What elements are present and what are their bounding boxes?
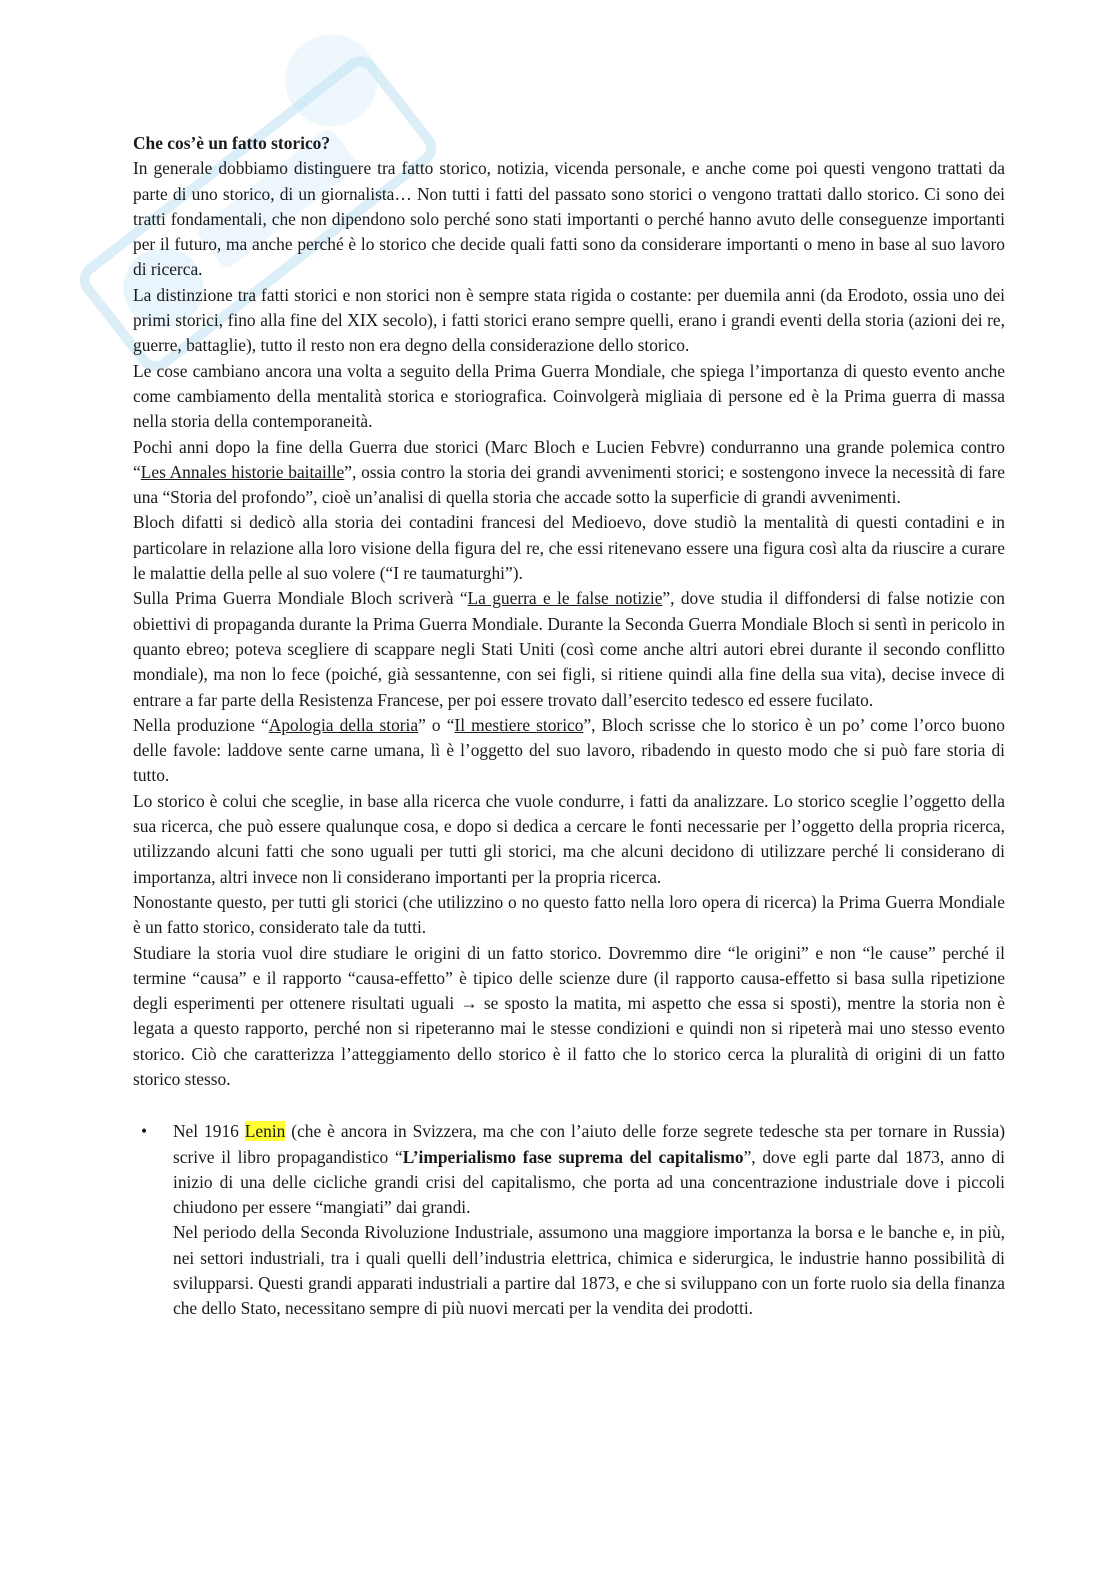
paragraph: Lo storico è colui che sceglie, in base alla ricerca che vuole condurre, i fatti da analizzare. Lo storico sceglie l’oggetto della sua ricerca, che può essere qualunque cosa, e dopo si dedica a cercare le fonti necessarie per l’oggetto della propria ricerca, utilizzando alcuni fatti che sono uguali per tutti gli storici, ma che alcuni decidono di utilizzare perché li considerano di importanza, altri invece non li considerano importanti per la propria ricerca. [133,790,1005,887]
bold-book-title: L’imperialismo fase suprema del capitalismo [402,1146,744,1167]
underlined-title: Il mestiere storico [454,714,584,735]
highlighted-text: Lenin [244,1121,286,1142]
arrow-icon: → [460,993,478,1014]
paragraph: Pochi anni dopo la fine della Guerra due storici (Marc Bloch e Lucien Febvre) condurranno una grande polemica contro “Les Annales historie baitaille”, ossia contro la storia dei grandi avvenimenti storici; e sostengono invece la necessità di fare una “Storia del profondo”, cioè un’analisi di quella storia che accade sotto la superficie di grandi avvenimenti. [133,436,1005,508]
list-item-continuation: Nel periodo della Seconda Rivoluzione Industriale, assumono una maggiore importanza la borsa e le banche e, in più, nei settori industriali, tra i quali quelli dell’industria elettrica, chimica e siderurgica, le industrie hanno possibilità di svilupparsi. Questi grandi apparati industriali a partire dal 1873, e che si sviluppano con un forte ruolo sia della finanza che dello Stato, necessitano sempre di più nuovi mercati per la vendita dei prodotti. [173,1222,1005,1319]
paragraph: Nonostante questo, per tutti gli storici (che utilizzino o no questo fatto nella loro opera di ricerca) la Prima Guerra Mondiale è un fatto storico, considerato tale da tutti. [133,891,1005,938]
section-title: Che cos’è un fatto storico? [133,133,331,153]
paragraph: Le cose cambiano ancora una volta a seguito della Prima Guerra Mondiale, che spiega l’importanza di questo evento anche come cambiamento della mentalità storica e storiografica. Coinvolgerà migliaia di persone ed è la Prima guerra di massa nella storia della contemporaneità. [133,360,1005,432]
paragraph: Nella produzione “Apologia della storia” o “Il mestiere storico”, Bloch scrisse che lo storico è un po’ come l’orco buono delle favole: laddove sente carne umana, lì è l’oggetto del suo lavoro, ribadendo in questo modo che si può fare storia di tutto. [133,714,1005,786]
paragraph: Studiare la storia vuol dire studiare le origini di un fatto storico. Dovremmo dire “le origini” e non “le cause” perché il termine “causa” e il rapporto “causa-effetto” è tipico delle scienze dure (il rapporto causa-effetto si basa sulla ripetizione degli esperimenti per ottenere risultati uguali → se sposto la matita, mi aspetto che essa si sposti), mentre la storia non è legata a questo rapporto, perché non si ripeteranno mai le stesse condizioni e quindi non si ripeterà mai uno stesso evento storico. Ciò che caratterizza l’atteggiamento dello storico è il fatto che lo storico cerca la pluralità di origini di un fatto storico stesso. [133,942,1005,1089]
underlined-title: Apologia della storia [268,714,419,735]
document-page [133,131,1005,1322]
bullet-list [133,1119,1005,1321]
paragraph: Sulla Prima Guerra Mondiale Bloch scriverà “La guerra e le false notizie”, dove studia il diffondersi di false notizie con obiettivi di propaganda durante la Prima Guerra Mondiale. Durante la Seconda Guerra Mondiale Bloch si sentì in pericolo in quanto ebreo; poteva scegliere di scappare negli Stati Uniti (così come anche altri autori ebrei durante il secondo conflitto mondiale), ma non lo fece (poiché, già sessantenne, con sei figli, si ritiene quindi alla fine della sua vita), decise invece di entrare a far parte della Resistenza Francese, per poi essere trovato dall’esercito tedesco ed essere fucilato. [133,588,1005,710]
paragraph: In generale dobbiamo distinguere tra fatto storico, notizia, vicenda personale, e anche come poi questi vengono trattati da parte di uno storico, di un giornalista… Non tutti i fatti del passato sono storici o vengono trattati dallo storico. Ci sono dei tratti fondamentali, che non dipendono solo perché sono stati importanti o perché hanno avuto delle conseguenze importanti per il futuro, ma anche perché è lo storico che decide quali fatti sono da considerare importanti o meno in base al suo lavoro di ricerca. [133,158,1005,280]
underlined-title: Les Annales historie baitaille [140,461,345,482]
underlined-title: La guerra e le false notizie [467,588,663,609]
list-item: • Nel 1916 Lenin (che è ancora in Svizzera, ma che con l’aiuto delle forze segrete tedesche sta per tornare in Russia) scrive il libro propagandistico “L’imperialismo fase suprema del capitalismo”, dove egli parte dal 1873, anno di inizio di una delle cicliche grandi crisi del capitalismo, che porta ad una concentrazione industriale dove i piccoli chiudono per essere “mangiati” dai grandi. Nel periodo della Seconda Rivoluzione Industriale, assumono una maggiore importanza la borsa e le banche e, in più, nei settori industriali, tra i quali quelli dell’industria elettrica, chimica e siderurgica, le industrie hanno possibilità di svilupparsi. Questi grandi apparati industriali a partire dal 1873, e che si sviluppano con un forte ruolo sia della finanza che dello Stato, necessitano sempre di più nuovi mercati per la vendita dei prodotti. [133,1119,1005,1321]
bullet-icon: • [141,1121,148,1142]
paragraph: Bloch difatti si dedicò alla storia dei contadini francesi del Medioevo, dove studiò la mentalità di questi contadini e in particolare in relazione alla loro visione della figura del re, che essi ritenevano essere una figura così alta da riuscire a curare le malattie della pelle al suo volere (“I re taumaturghi”). [133,512,1005,584]
paragraph: La distinzione tra fatti storici e non storici non è sempre stata rigida o costante: per duemila anni (da Erodoto, ossia uno dei primi storici, fino alla fine del XIX secolo), i fatti storici erano sempre quelli, erano i grandi eventi della storia (azioni dei re, guerre, battaglie), tutto il resto non era degno della considerazione dello storico. [133,284,1005,356]
